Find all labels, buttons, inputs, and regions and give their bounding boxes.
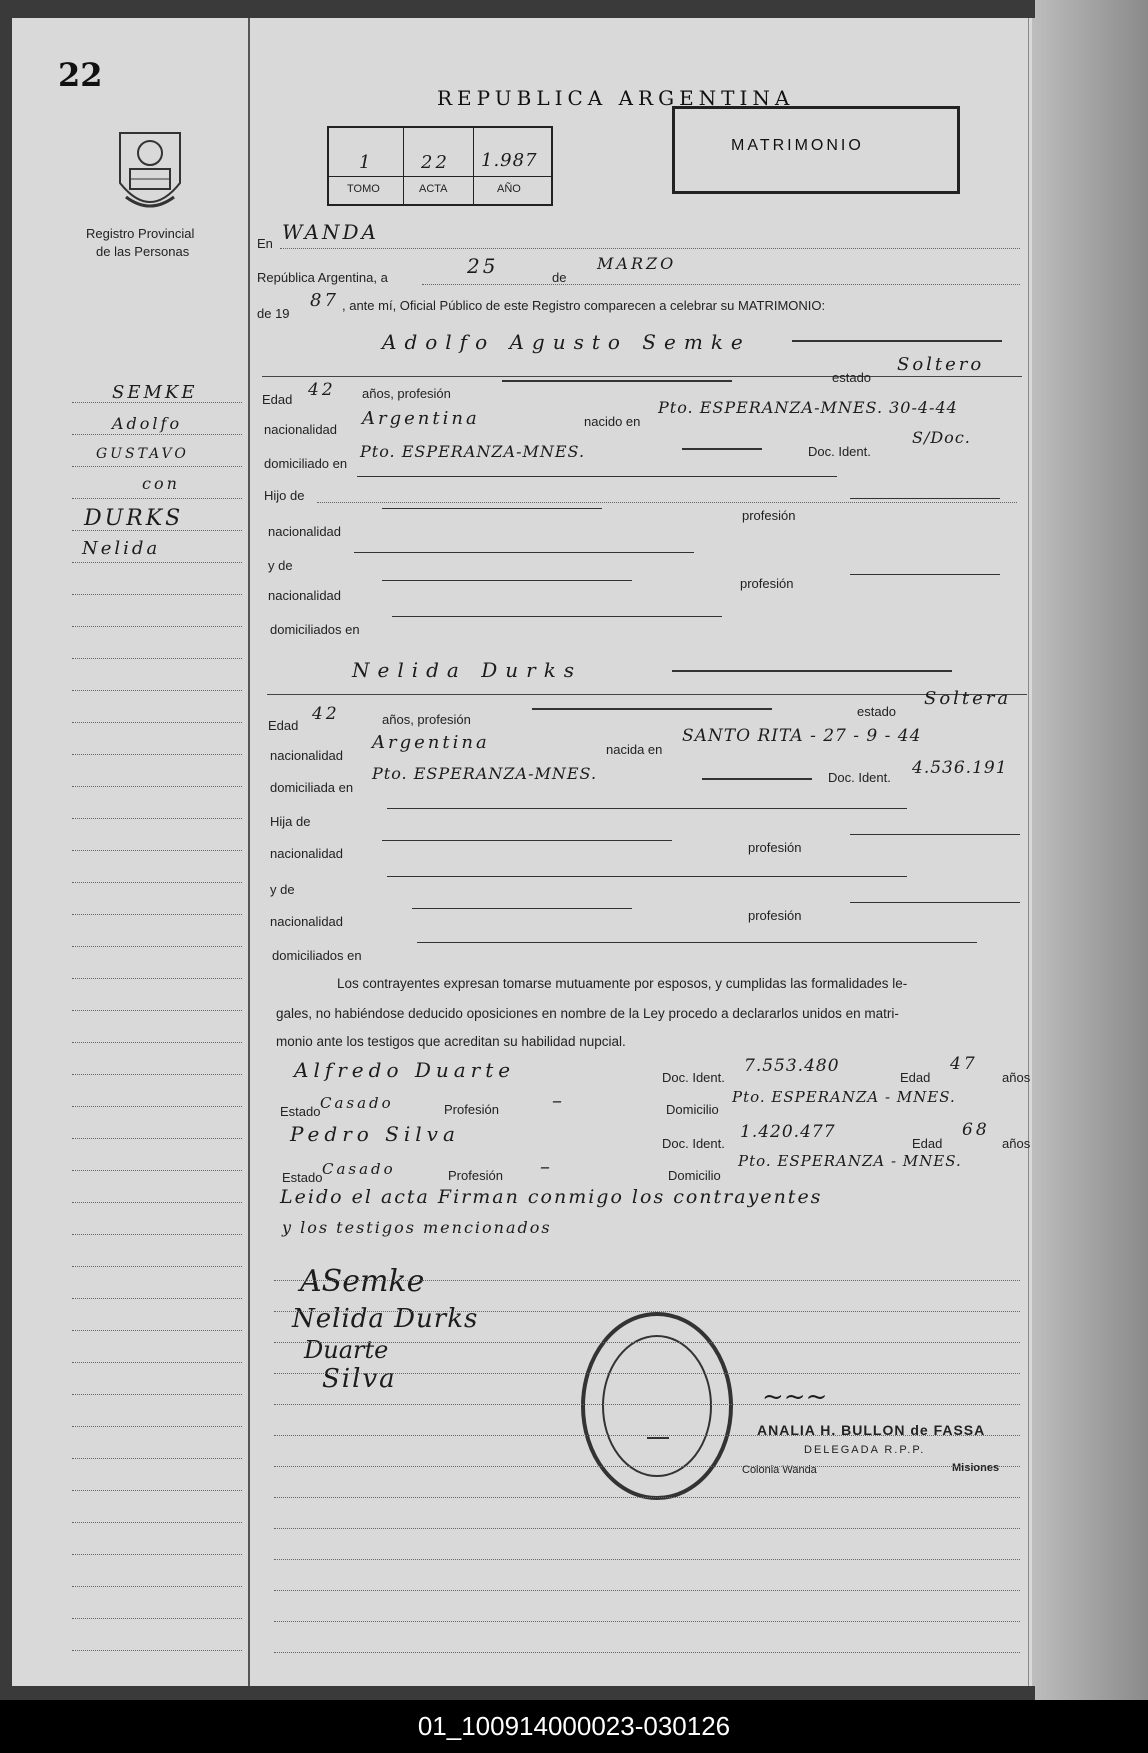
statement-line2: gales, no habiéndose deducido oposiciones en nombre de la Ley procedo a declararlos unidos en matri-	[276, 1006, 899, 1021]
margin-ruled-line	[72, 1234, 242, 1236]
margin-ruled-line	[72, 1650, 242, 1652]
margin-ruled-line	[72, 850, 242, 852]
margin-ruled-line	[72, 1330, 242, 1332]
margin-ruled-line	[72, 626, 242, 628]
margin-note-line1: SEMKE	[112, 382, 198, 403]
groom-name: Adolfo Agusto Semke	[382, 330, 751, 354]
statement-line3: monio ante los testigos que acreditan su habilidad nupcial.	[276, 1034, 626, 1049]
body-ruled-line	[274, 1621, 1020, 1623]
margin-ruled-line	[72, 658, 242, 660]
witness1-estado: Casado	[320, 1094, 394, 1112]
margin-note-line2: Adolfo	[112, 414, 183, 433]
de-label: de	[552, 270, 567, 285]
witness2-age: 68	[962, 1120, 990, 1140]
bride-address: Pto. ESPERANZA-MNES.	[372, 764, 598, 783]
margin-ruled-line	[72, 946, 242, 948]
body-ruled-line	[274, 1373, 1020, 1375]
witness2-estado: Casado	[322, 1160, 396, 1178]
margin-ruled-line	[72, 1522, 242, 1524]
groom-estado: Soltero	[897, 354, 985, 375]
book-edge	[1035, 0, 1148, 1700]
witness2-doc: 1.420.477	[740, 1122, 836, 1142]
republic-label: República Argentina, a	[257, 270, 388, 285]
closing-line1: Leido el acta Firman conmigo los contrayentes	[280, 1186, 823, 1208]
body-ruled-line	[274, 1497, 1020, 1499]
margin-ruled-line	[72, 1586, 242, 1588]
bride-birthplace: SANTO RITA - 27 - 9 - 44	[682, 726, 922, 746]
body-ruled-line	[274, 1559, 1020, 1561]
margin-ruled-line	[72, 562, 242, 564]
body-ruled-line	[274, 1311, 1020, 1313]
body-ruled-line	[274, 1404, 1020, 1406]
margin-ruled-line	[72, 402, 242, 404]
margin-ruled-line	[72, 434, 242, 436]
margin-ruled-line	[72, 498, 242, 500]
margin-ruled-line	[72, 1490, 242, 1492]
witness2-name: Pedro Silva	[290, 1122, 460, 1146]
margin-note-line3: GUSTAVO	[96, 446, 189, 462]
margin-note-line5: DURKS	[84, 506, 184, 531]
margin-ruled-line	[72, 1426, 242, 1428]
witness2-profesion: –	[540, 1154, 553, 1178]
coat-of-arms-icon	[112, 123, 188, 223]
right-margin-line	[1028, 18, 1029, 1686]
margin-ruled-line	[72, 1202, 242, 1204]
groom-age: 42	[308, 380, 336, 400]
margin-ruled-line	[72, 1074, 242, 1076]
body-ruled-line	[274, 1652, 1020, 1654]
margin-ruled-line	[72, 722, 242, 724]
body-ruled-line	[274, 1528, 1020, 1530]
margin-ruled-line	[72, 1010, 242, 1012]
margin-ruled-line	[72, 978, 242, 980]
official-signature: ~~~	[762, 1382, 828, 1412]
margin-note-line6: Nelida	[82, 538, 161, 559]
witness2-address: Pto. ESPERANZA - MNES.	[738, 1152, 962, 1170]
registry-box	[327, 126, 553, 206]
groom-address: Pto. ESPERANZA-MNES.	[360, 442, 586, 461]
bride-name: Nelida Durks	[352, 658, 583, 682]
margin-ruled-line	[72, 1458, 242, 1460]
day-value: 25	[467, 254, 499, 278]
groom-nationality: Argentina	[362, 408, 480, 429]
margin-note-line4: con	[142, 474, 180, 493]
margin-ruled-line	[72, 1362, 242, 1364]
signature-witness1: Duarte	[304, 1336, 389, 1364]
margin-ruled-line	[72, 786, 242, 788]
margin-ruled-line	[72, 818, 242, 820]
bride-doc: 4.536.191	[912, 758, 1008, 778]
doc-type-box	[672, 106, 960, 194]
page-number: 22	[58, 56, 103, 94]
doc-type-label: MATRIMONIO	[731, 137, 864, 154]
signature-groom: ASemke	[300, 1264, 425, 1299]
margin-ruled-line	[72, 594, 242, 596]
intro-text: , ante mí, Oficial Público de este Registro comparecen a celebrar su MATRIMONIO:	[342, 298, 826, 313]
official-stamp-icon	[577, 1308, 737, 1504]
witness1-age: 47	[950, 1054, 978, 1074]
margin-ruled-line	[72, 914, 242, 916]
statement-line1: Los contrayentes expresan tomarse mutuamente por esposos, y cumplidas las formalidades le-	[337, 976, 908, 991]
tomo-value: 1	[359, 152, 374, 173]
bride-estado: Soltera	[924, 688, 1012, 709]
margin-ruled-line	[72, 466, 242, 468]
footer-id: 01_100914000023-030126	[0, 1700, 1148, 1753]
margin-ruled-line	[72, 1554, 242, 1556]
margin-ruled-line	[72, 1618, 242, 1620]
margin-ruled-line	[72, 1266, 242, 1268]
body-ruled-line	[274, 1435, 1020, 1437]
margin-ruled-line	[72, 1394, 242, 1396]
margin-ruled-line	[72, 882, 242, 884]
signature-bride: Nelida Durks	[292, 1304, 479, 1334]
witness1-name: Alfredo Duarte	[294, 1058, 516, 1082]
bride-age: 42	[312, 704, 340, 724]
witness1-profesion: –	[552, 1088, 565, 1112]
body-ruled-line	[274, 1342, 1020, 1344]
margin-divider	[248, 18, 250, 1686]
place-value: WANDA	[282, 220, 379, 244]
bride-nationality: Argentina	[372, 732, 490, 753]
registry-office-line1: Registro Provincial	[86, 226, 195, 241]
groom-doc: S/Doc.	[912, 428, 971, 447]
header-title: REPUBLICA ARGENTINA	[437, 86, 795, 110]
official-name: ANALIA H. BULLON de FASSA	[757, 1422, 986, 1438]
acta-label: ACTA	[419, 183, 448, 195]
margin-ruled-line	[72, 690, 242, 692]
ano-value: 1.987	[481, 150, 538, 171]
margin-ruled-line	[72, 530, 242, 532]
year-value: 87	[310, 290, 339, 311]
en-label: En	[257, 236, 273, 251]
margin-ruled-line	[72, 1170, 242, 1172]
registry-office-line2: de las Personas	[96, 244, 190, 259]
margin-ruled-line	[72, 1298, 242, 1300]
body-ruled-line	[274, 1466, 1020, 1468]
month-value: MARZO	[597, 254, 677, 273]
margin-ruled-line	[72, 1106, 242, 1108]
official-province: Misiones	[952, 1462, 1000, 1474]
ano-label: AÑO	[497, 183, 521, 195]
witness1-address: Pto. ESPERANZA - MNES.	[732, 1088, 956, 1106]
margin-ruled-line	[72, 1138, 242, 1140]
document-page: 22 Registro Provincial de las Personas REPUBLICA ARGENTINA 1 22 1.987 TOMO ACTA AÑO MATRIMONIO En WANDA República Argentina, a 25 de MARZO de 19 87 , ante mí, Oficial Público de este Registro comparecen a celebrar su MATRIMONIO: Adolfo Agusto Semke Edad 42 años, profesión estado Soltero nacionalidad Argentina nacido en Pto. ESPERANZA-MNES. 30-4-44 domiciliado en Pto. ESPERANZA-MNES. Doc. Ident. S/Doc. Hijo de nacionalidad profesión y de nacionalidad profesión domiciliados en Nelida Durks Edad 42 años, profesión estado Soltera nacionalidad Argentina nacida en SANTO RITA - 27 - 9 - 44 domiciliada en Pto. ESPERANZA-MNES. Doc. Ident. 4.536.191 Hija de nacionalidad profesión y de nacionalidad profesión domiciliados en Los contrayentes expresan tomarse mutuamente por esposos, y cumplidas las formalidades le- gales, no habiéndose deducido oposiciones en nombre de la Ley procedo a declararlos unidos en matri- monio ante los testigos que acreditan su habilidad nupcial. Alfredo Duarte Doc. Ident. 7.553.480 Edad 47 años Estado Casado Profesión – Domicilio Pto. ESPERANZA - MNES. Pedro Silva Doc. Ident. 1.420.477 Edad 68 años Estado Casado Profesión – Domicilio Pto. ESPERANZA - MNES. Leido el acta Firman conmigo los contrayentes y los testigos mencionados ASemke Nelida Durks Duarte Silva ~~~ ANALIA H. BULLON de FASSA DELEGADA R.P.P. Colonia Wanda Misiones SEMKE Adolfo GUSTAVO con DURKS Nelida	[12, 18, 1035, 1686]
signature-witness2: Silva	[322, 1364, 397, 1394]
witness1-doc: 7.553.480	[744, 1056, 840, 1076]
official-locality: Colonia Wanda	[742, 1464, 817, 1476]
closing-line2: y los testigos mencionados	[282, 1218, 552, 1237]
official-title: DELEGADA R.P.P.	[804, 1444, 926, 1456]
groom-birthplace: Pto. ESPERANZA-MNES. 30-4-44	[658, 398, 958, 417]
tomo-label: TOMO	[347, 183, 380, 195]
margin-ruled-line	[72, 1042, 242, 1044]
margin-ruled-line	[72, 754, 242, 756]
year-prefix: de 19	[257, 306, 290, 321]
acta-value: 22	[421, 152, 450, 173]
body-ruled-line	[274, 1280, 1020, 1282]
body-ruled-line	[274, 1590, 1020, 1592]
